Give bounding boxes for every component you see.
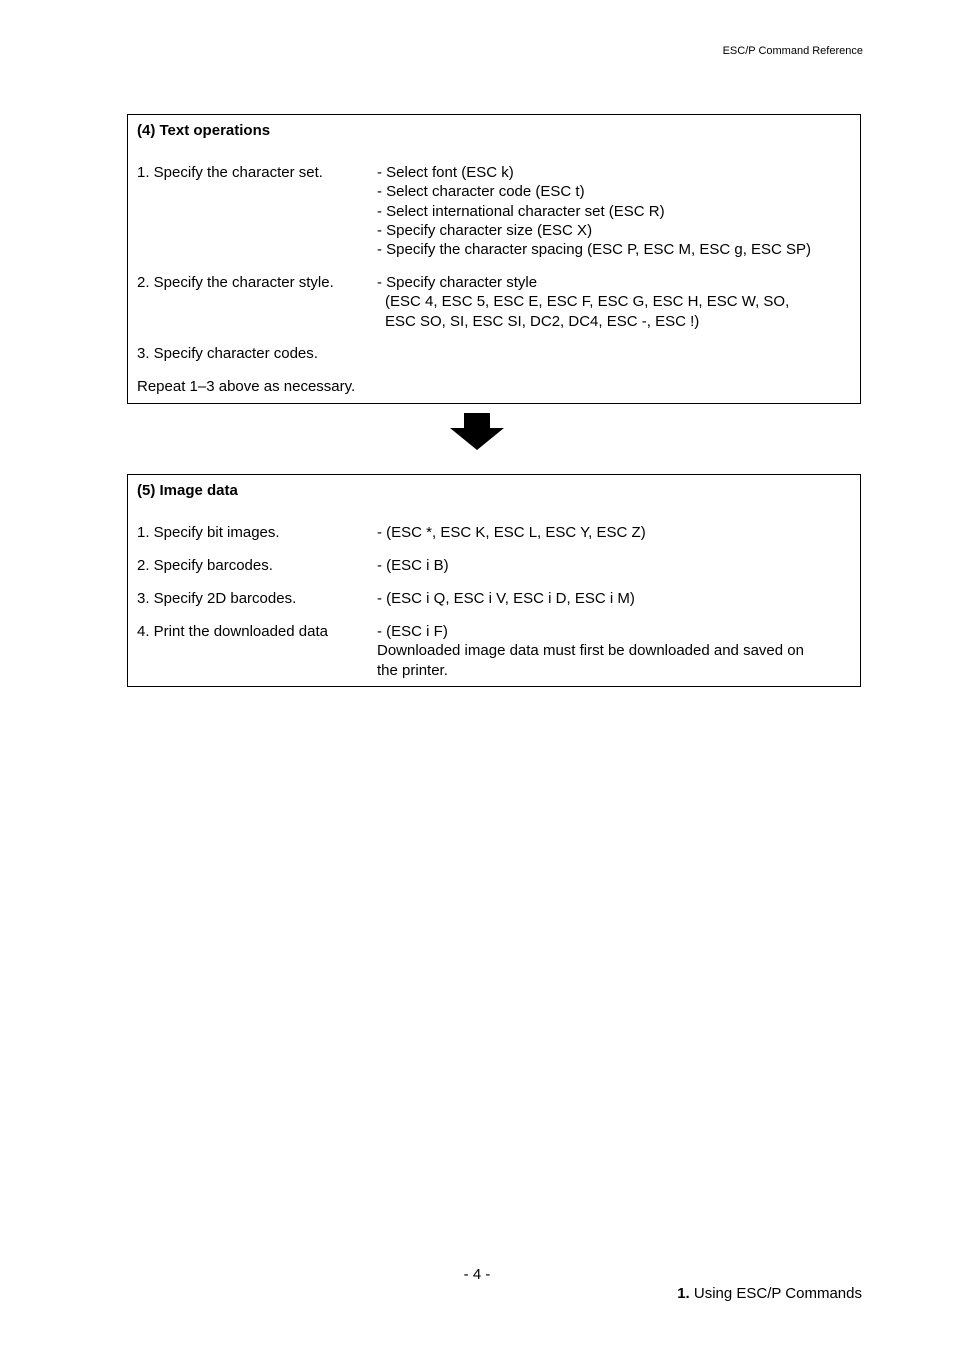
chapter-number: 1. [677, 1285, 690, 1302]
image-step4-item: the printer. [377, 661, 448, 679]
step1-item: - Select font (ESC k) [377, 164, 514, 181]
image-step1-value: - (ESC *, ESC K, ESC L, ESC Y, ESC Z) [377, 524, 646, 541]
image-data-title: (5) Image data [137, 482, 238, 499]
step2-items [377, 273, 789, 331]
step2-item: (ESC 4, ESC 5, ESC E, ESC F, ESC G, ESC H, ESC W, SO, [385, 293, 790, 311]
step1-item: - Select character code (ESC t) [377, 183, 585, 201]
step1-item: - Specify character size (ESC X) [377, 221, 593, 239]
image-data-box [127, 474, 861, 687]
step1-items [377, 163, 811, 259]
image-step3-label: 3. Specify 2D barcodes. [137, 590, 297, 607]
image-step4-label: 4. Print the downloaded data [137, 623, 328, 640]
chapter-title: Using ESC/P Commands [693, 1285, 862, 1302]
step2-item: ESC SO, SI, ESC SI, DC2, DC4, ESC -, ESC !) [385, 312, 700, 330]
text-operations-box [127, 114, 861, 404]
step1-item: - Select international character set (ESC R) [377, 202, 665, 220]
step2-item: - Specify character style [377, 274, 538, 291]
image-step2-value: - (ESC i B) [377, 557, 449, 574]
repeat-note: Repeat 1–3 above as necessary. [137, 378, 356, 395]
down-arrow-icon [450, 413, 504, 450]
page-number: - 4 - [463, 1266, 491, 1283]
step2-label: 2. Specify the character style. [137, 274, 334, 291]
image-step1-label: 1. Specify bit images. [137, 524, 280, 541]
step3-label: 3. Specify character codes. [137, 345, 318, 362]
image-step3-value: - (ESC i Q, ESC i V, ESC i D, ESC i M) [377, 590, 635, 607]
header-reference: ESC/P Command Reference [722, 45, 863, 57]
image-step4-item: Downloaded image data must first be downloaded and saved on [377, 642, 804, 660]
chapter-footer [677, 1285, 862, 1303]
text-operations-title: (4) Text operations [137, 122, 271, 139]
image-step2-label: 2. Specify barcodes. [137, 557, 273, 574]
image-step4-item: - (ESC i F) [377, 623, 448, 640]
step1-item: - Specify the character spacing (ESC P, ESC M, ESC g, ESC SP) [377, 241, 812, 259]
step1-label: 1. Specify the character set. [137, 164, 323, 181]
image-step4-items [377, 622, 804, 680]
